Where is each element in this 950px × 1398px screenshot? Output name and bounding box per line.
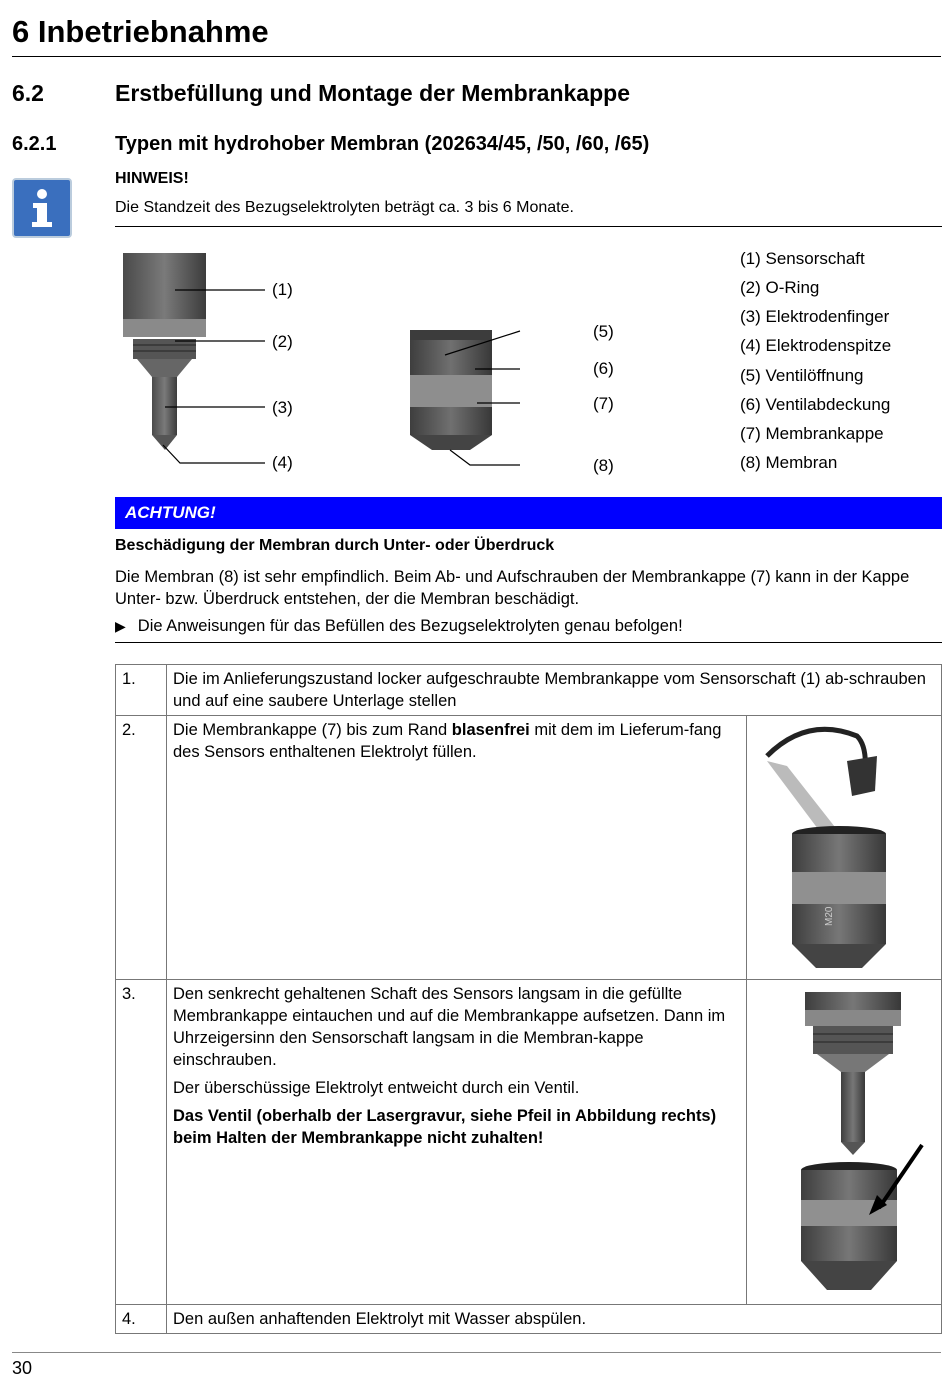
step-number: 1.: [116, 665, 167, 716]
legend-item-5: (5) Ventilöffnung: [740, 366, 864, 385]
legend-item-4: (4) Elektrodenspitze: [740, 336, 892, 355]
step-text-part: Den senkrecht gehaltenen Schaft des Sensors langsam in die gefüllte Membrankappe eintauchen und auf die Membrankappe aufsetzen. Dann im Uhrzeigersinn den Sensorschaft langsam in die Membran-kappe einschrauben.: [173, 985, 726, 1069]
info-icon: [12, 178, 72, 238]
legend-item-8: (8) Membran: [740, 453, 838, 472]
section-number: 6.2: [12, 80, 44, 106]
legend-item-7: (7) Membrankappe: [740, 424, 884, 443]
table-row: [116, 1305, 942, 1334]
callout-2: (2): [272, 332, 293, 351]
note-title: HINWEIS!: [115, 170, 189, 187]
step-image-cell: [747, 716, 942, 980]
step-number: 2.: [116, 716, 167, 980]
sensor-shaft-image: [123, 253, 206, 450]
subsection-title: Typen mit hydrohober Membran (202634/45, /50, /60, /65): [115, 133, 650, 155]
warning-bar: [115, 497, 942, 529]
legend-item-2: (2) O-Ring: [740, 278, 820, 297]
step-text: [167, 980, 747, 1305]
filling-cap-image: [747, 716, 941, 973]
warning-text: Die Membran (8) ist sehr empfindlich. Beim Ab- und Aufschrauben der Membrankappe (7) kann in der Kappe Unter- bzw. Überdruck entstehen, der die Membran beschädigt.: [115, 568, 910, 608]
step-number: 3.: [116, 980, 167, 1305]
section-title: Erstbefüllung und Montage der Membrankappe: [115, 80, 630, 106]
step-text-bold: blasenfrei: [451, 721, 530, 739]
step-image-cell: [747, 980, 942, 1305]
step-text-part: mit dem im Lieferum-fang des Sensors enthaltenen Elektrolyt füllen.: [173, 721, 722, 761]
membrane-cap-image: [410, 330, 492, 450]
callout-7: (7): [593, 394, 614, 413]
step-text: [167, 716, 747, 980]
legend-item-3: (3) Elektrodenfinger: [740, 307, 890, 326]
callout-6: (6): [593, 359, 614, 378]
step-text-bold: Das Ventil (oberhalb der Lasergravur, siehe Pfeil in Abbildung rechts) beim Halten der Membrankappe nicht zuhalten!: [173, 1107, 717, 1147]
screwing-sensor-image: [747, 980, 941, 1298]
chapter-title: 6 Inbetriebnahme: [12, 14, 269, 49]
table-row: [116, 716, 942, 980]
step-text-part: Die Membrankappe (7) bis zum Rand: [173, 721, 452, 739]
callout-5: (5): [593, 322, 614, 341]
warning-label: ACHTUNG!: [125, 503, 216, 522]
subsection-number: 6.2.1: [12, 133, 57, 155]
step-number: 4.: [116, 1305, 167, 1334]
chapter-rule: [12, 56, 941, 57]
footer-rule: [12, 1352, 941, 1353]
table-row: [116, 980, 942, 1305]
legend-item-1: (1) Sensorschaft: [740, 249, 865, 268]
page-number: 30: [12, 1358, 33, 1378]
note-rule: [115, 226, 942, 227]
callout-8: (8): [593, 456, 614, 475]
callout-4: (4): [272, 453, 293, 472]
step-text: Die im Anlieferungszustand locker aufgeschraubte Membrankappe vom Sensorschaft (1) ab-schrauben und auf eine saubere Unterlage stellen: [167, 665, 942, 716]
warning-rule: [115, 642, 942, 643]
steps-table: [115, 664, 942, 1334]
legend-item-6: (6) Ventilabdeckung: [740, 395, 891, 414]
step-text-part: Der überschüssige Elektrolyt entweicht durch ein Ventil.: [173, 1079, 580, 1097]
step-text: Den außen anhaftenden Elektrolyt mit Wasser abspülen.: [167, 1305, 942, 1334]
callout-1: (1): [272, 280, 293, 299]
table-row: [116, 665, 942, 716]
warning-instruction: [115, 617, 683, 636]
callout-3: (3): [272, 398, 293, 417]
warning-instruction-text: Die Anweisungen für das Befüllen des Bezugselektrolyten genau befolgen!: [137, 617, 683, 635]
bullet-arrow-icon: ▶: [115, 618, 126, 634]
warning-title: Beschädigung der Membran durch Unter- oder Überdruck: [115, 537, 555, 554]
sensor-diagram: [115, 245, 635, 485]
note-text: Die Standzeit des Bezugselektrolyten beträgt ca. 3 bis 6 Monate.: [115, 199, 574, 216]
engraving-label: M20: [824, 906, 835, 926]
